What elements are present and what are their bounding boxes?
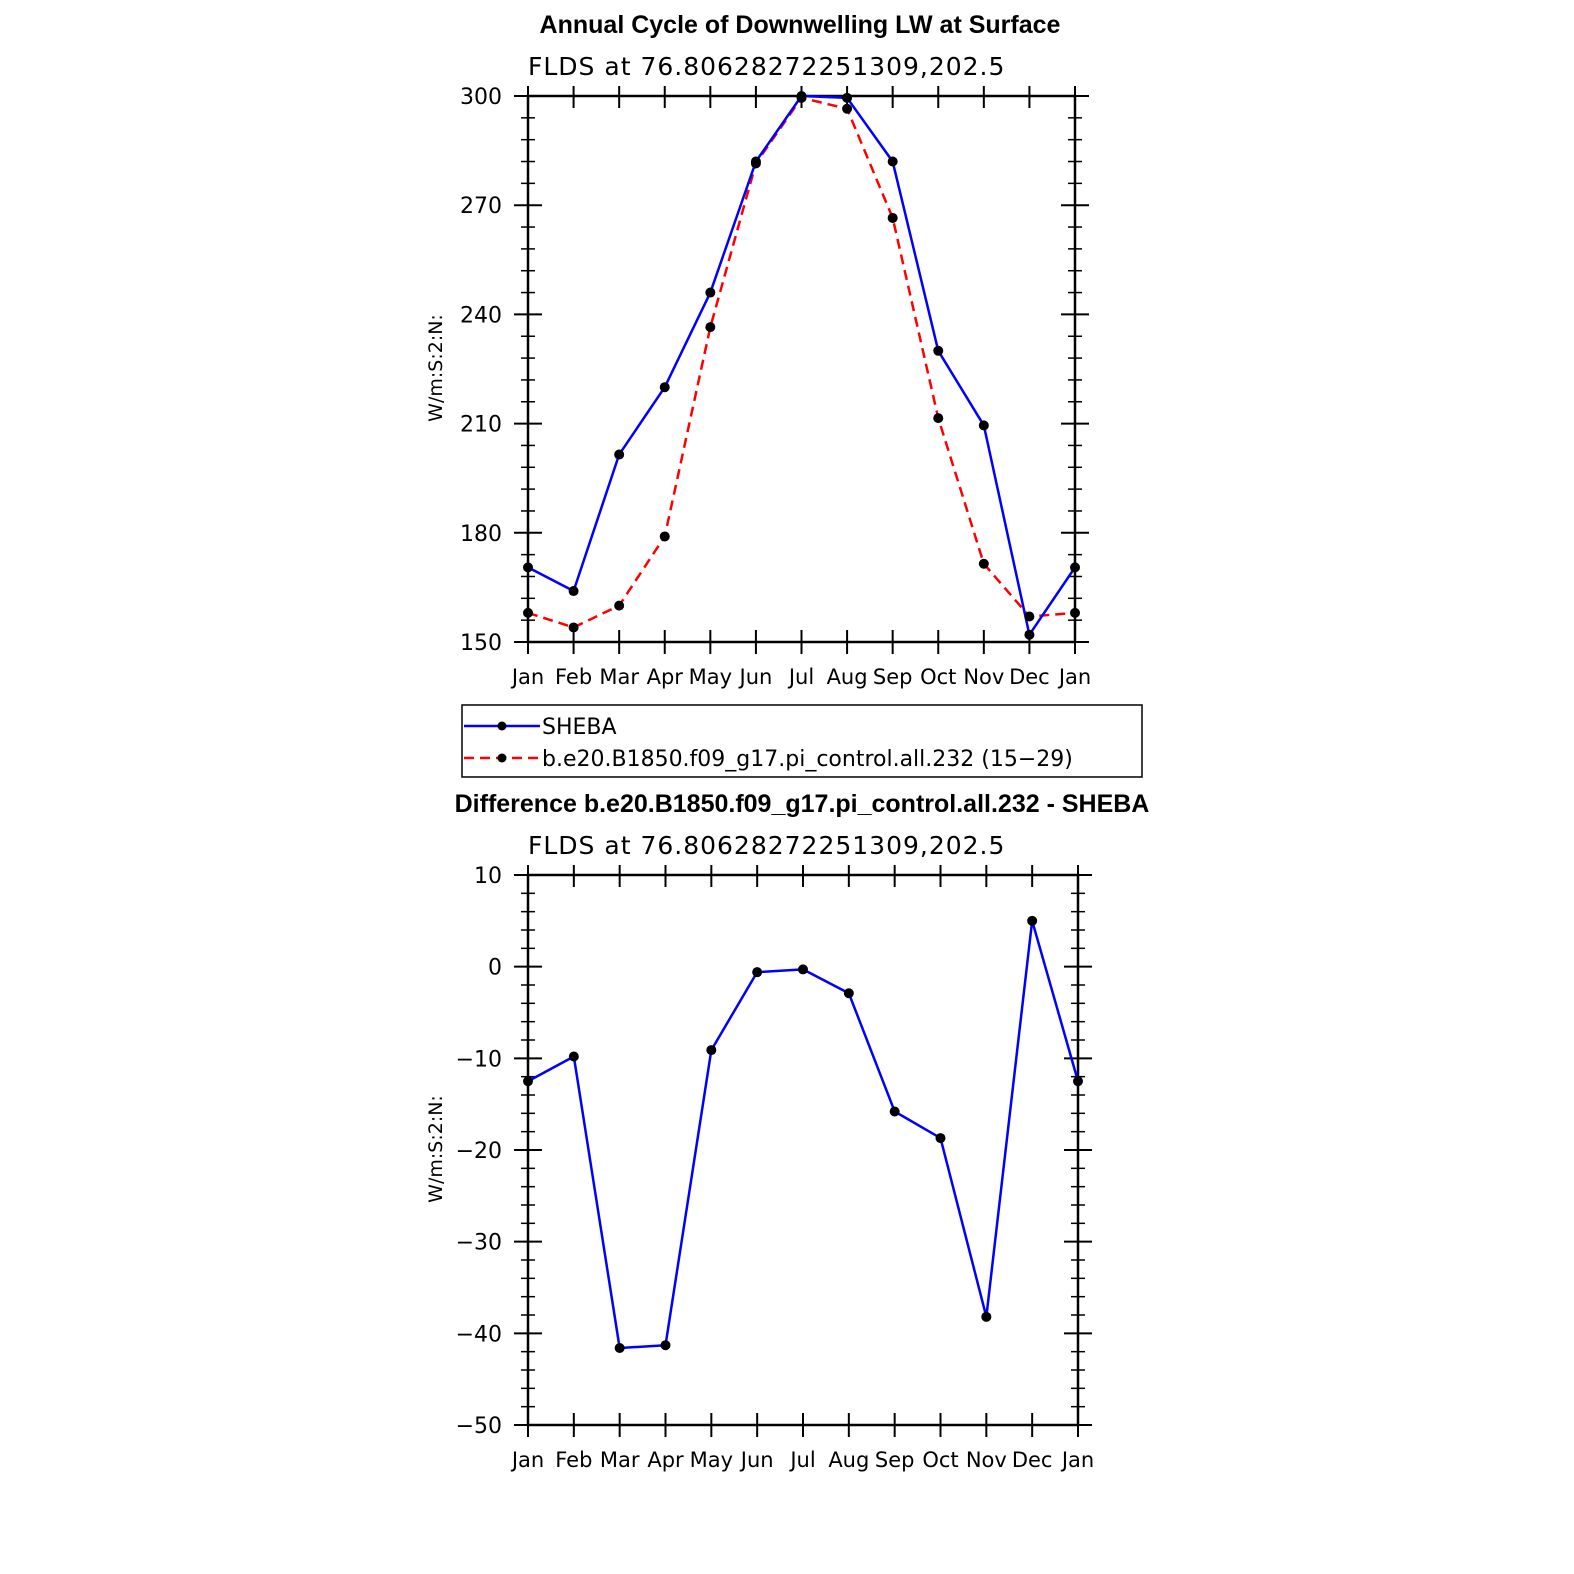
x-tick-label: Dec (1011, 1448, 1053, 1472)
y-tick-label: 240 (460, 303, 502, 329)
data-point-series-0 (842, 93, 852, 103)
data-point-series-0 (844, 988, 854, 998)
data-point-series-0 (523, 562, 533, 572)
x-tick-label: Aug (828, 1448, 870, 1472)
data-point-series-1 (979, 559, 989, 569)
x-tick-labels (510, 1448, 1094, 1472)
data-point-series-0 (933, 346, 943, 356)
data-point-series-1 (842, 104, 852, 114)
data-point-series-0 (1073, 1076, 1083, 1086)
y-tick-label: 10 (474, 864, 502, 889)
x-tick-label: Oct (920, 665, 957, 689)
x-tick-label: Apr (646, 665, 683, 689)
y-tick-label: −30 (455, 1230, 502, 1256)
data-point-series-0 (523, 1076, 533, 1086)
plot-frame (528, 875, 1078, 1425)
data-point-series-1 (888, 213, 898, 223)
x-tick-label: Feb (554, 665, 593, 689)
y-tick-label: 270 (460, 194, 502, 220)
data-point-series-1 (614, 601, 624, 611)
y-tick-label: 180 (460, 521, 502, 547)
chart-subtitle: FLDS at 76.80628272251309,202.5 (528, 831, 1006, 860)
data-point-series-0 (615, 1343, 625, 1353)
x-tick-label: Jan (511, 665, 545, 689)
x-tick-label: Sep (872, 665, 913, 689)
x-tick-label: Jun (740, 1448, 774, 1472)
y-axis-label: W/m:S:2:N: (425, 314, 447, 422)
y-tick-label: 300 (460, 85, 502, 110)
y-tick-labels (460, 85, 502, 656)
data-series (523, 91, 1080, 640)
data-point-series-0 (981, 1312, 991, 1322)
legend-model-label: b.e20.B1850.f09_g17.pi_control.all.232 (15−29) (542, 747, 1073, 772)
data-point-series-0 (660, 382, 670, 392)
x-tick-label: Dec (1009, 665, 1050, 689)
data-point-series-1 (1024, 612, 1034, 622)
x-tick-label: Nov (963, 665, 1005, 689)
data-point-series-0 (888, 157, 898, 167)
data-point-series-0 (569, 586, 579, 596)
data-point-series-0 (705, 288, 715, 298)
x-tick-label: Oct (922, 1448, 959, 1472)
data-point-series-1 (705, 322, 715, 332)
x-tick-label: Jan (1061, 1448, 1095, 1472)
data-point-series-0 (752, 967, 762, 977)
y-tick-label: −50 (455, 1414, 502, 1439)
legend-model-marker (498, 754, 507, 763)
data-point-series-0 (936, 1133, 946, 1143)
y-axis-label: W/m:S:2:N: (425, 1095, 447, 1203)
chart-title: Difference b.e20.B1850.f09_g17.pi_control.all.232 - SHEBA (454, 790, 1150, 818)
series-line-0 (528, 96, 1075, 635)
x-tick-label: Mar (599, 1448, 640, 1472)
data-point-series-0 (797, 91, 807, 101)
data-point-series-1 (569, 622, 579, 632)
x-tick-label: Nov (965, 1448, 1007, 1472)
data-point-series-0 (751, 157, 761, 167)
y-tick-label: 210 (460, 412, 502, 438)
x-tick-label: Aug (826, 665, 868, 689)
y-tick-labels (456, 864, 502, 1439)
data-point-series-1 (660, 531, 670, 541)
x-tick-label: May (688, 665, 733, 689)
annual-cycle-chart (425, 11, 1142, 777)
x-tick-label: Mar (599, 665, 639, 689)
chart-title: Annual Cycle of Downwelling LW at Surface (539, 11, 1061, 39)
x-tick-label: Jan (511, 1448, 545, 1472)
x-tick-label: Jan (1058, 665, 1092, 689)
data-point-series-1 (1070, 608, 1080, 618)
x-tick-labels (510, 665, 1091, 689)
x-tick-label: Jul (790, 1448, 816, 1472)
data-point-series-0 (1070, 562, 1080, 572)
chart-subtitle: FLDS at 76.80628272251309,202.5 (528, 52, 1006, 81)
x-tick-label: Apr (647, 1448, 684, 1472)
x-tick-label: Sep (874, 1448, 915, 1472)
plot-frame (528, 96, 1075, 642)
data-point-series-1 (523, 608, 533, 618)
y-tick-label: 150 (460, 631, 502, 656)
data-point-series-0 (569, 1052, 579, 1062)
legend (462, 705, 1142, 777)
data-point-series-0 (798, 964, 808, 974)
legend-sheba-label: SHEBA (542, 715, 617, 740)
y-tick-label: −10 (455, 1047, 502, 1073)
data-point-series-0 (661, 1340, 671, 1350)
legend-sheba-marker (498, 722, 507, 731)
y-tick-label: −40 (455, 1322, 502, 1348)
y-tick-label: −20 (455, 1139, 502, 1164)
y-tick-label: 0 (488, 955, 502, 981)
x-tick-label: May (689, 1448, 734, 1472)
series-line-0 (528, 921, 1078, 1348)
x-tick-label: Jun (739, 665, 773, 689)
series-line-1 (528, 98, 1075, 628)
tick-marks (514, 86, 1089, 654)
x-tick-label: Feb (555, 1448, 593, 1472)
x-tick-label: Jul (788, 665, 815, 689)
data-point-series-0 (1027, 916, 1037, 926)
data-point-series-0 (890, 1107, 900, 1117)
data-point-series-0 (614, 450, 624, 460)
data-point-series-0 (1024, 630, 1034, 640)
data-point-series-0 (979, 420, 989, 430)
data-series (523, 916, 1083, 1353)
data-point-series-0 (706, 1045, 716, 1055)
data-point-series-1 (933, 413, 943, 423)
difference-chart (425, 790, 1149, 1472)
